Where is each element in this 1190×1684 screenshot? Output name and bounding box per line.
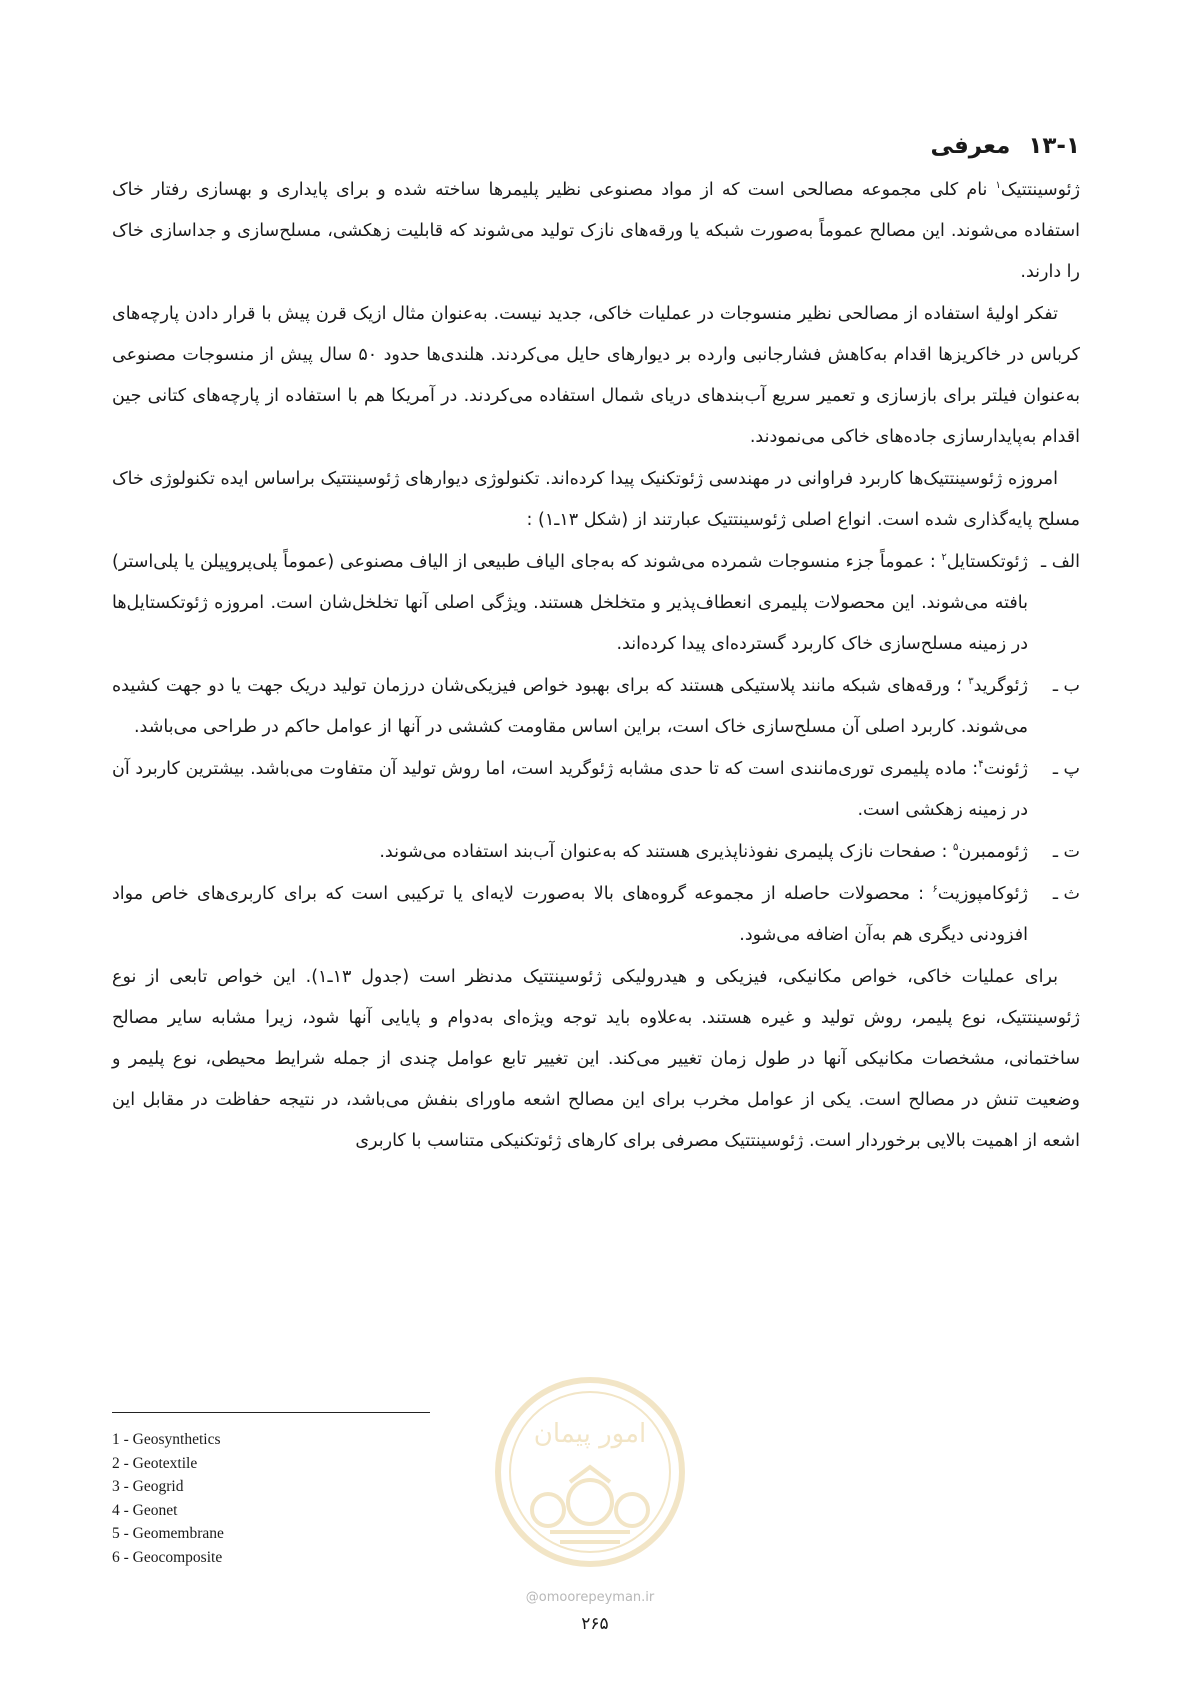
footnote-divider xyxy=(112,1412,430,1413)
list-marker: پ ـ xyxy=(1052,759,1080,779)
watermark-url: @omoorepeyman.ir xyxy=(525,1590,655,1605)
footnote-2: 2 - Geotextile xyxy=(112,1454,198,1472)
list-item-text: ژئوممبرن$^۵$ : صفحات نازک پلیمری نفوذناپذیری هستند که به‌عنوان آب‌بند استفاده می‌شوند. xyxy=(379,842,1028,862)
section-heading xyxy=(112,128,1080,164)
page-number: ۲۶۵ xyxy=(581,1614,609,1634)
list-item-geomembrane xyxy=(112,832,1080,873)
section-title: معرفی xyxy=(930,133,1011,159)
list-marker: الف ـ xyxy=(1041,552,1080,572)
list-marker: ت ـ xyxy=(1052,842,1080,862)
footnote-3: 3 - Geogrid xyxy=(112,1478,184,1495)
list-item-geocomposite xyxy=(112,874,1080,956)
page-body xyxy=(112,128,1080,1163)
footnote-1: 1 - Geosynthetics xyxy=(112,1431,221,1448)
list-item-text: ژئوگرید$^۳$ ؛ ورقه‌های شبکه مانند پلاستیکی هستند که برای بهبود خواص فیزیکی‌شان درزمان تولید دریک جهت یا دو جهت کشیده می‌شوند. کاربرد اصلی آن مسلح‌سازی خاک است، براین اساس مقاومت کششی در آنها از عوامل حاکم در طراحی می‌باشد. xyxy=(112,676,1028,737)
paragraph-4: برای عملیات خاکی، خواص مکانیکی، فیزیکی و هیدرولیکی ژئوسینتتیک مدنظر است (جدول ۱۳ـ۱). این خواص تابعی از نوع ژئوسینتتیک، نوع پلیمر، روش تولید و غیره هستند. به‌علاوه باید توجه ویژه‌ای به‌دوام و پایایی آنها شود، زیرا مشابه سایر مصالح ساختمانی، مشخصات مکانیکی آنها در طول زمان تغییر می‌کند. این تغییر تابع عوامل چندی از جمله شرایط محیطی، نوع پلیمر و وضعیت تنش در مصالح است. یکی از عوامل مخرب برای این مصالح اشعه ماورای بنفش می‌باشد، در نتیجه حفاظت در مقابل این اشعه از اهمیت بالایی برخوردار است. ژئوسینتتیک مصرفی برای کارهای ژئوتکنیکی متناسب با کاربری xyxy=(112,967,1080,1151)
watermark-logo-icon xyxy=(490,1372,690,1572)
list-item-geogrid xyxy=(112,666,1080,748)
list-item-geonet xyxy=(112,749,1080,831)
paragraph-2: تفکر اولیهٔ استفاده از مصالحی نظیر منسوجات در عملیات خاکی، جدید نیست. به‌عنوان مثال ازیک قرن پیش با قرار دادن پارچه‌های کرباس در خاکریزها اقدام به‌کاهش فشارجانبی وارده بر دیوارهای حایل می‌کردند. هلندی‌ها حدود ۵۰ سال پیش از منسوجات مصنوعی به‌عنوان فیلتر برای بازسازی و تعمیر سریع آب‌بندهای دریای شمال استفاده می‌کردند. در آمریکا هم با استفاده از پارچه‌های کتانی جین اقدام به‌پایدارسازی جاده‌های خاکی می‌نمودند. xyxy=(112,304,1081,447)
paragraph-3: امروزه ژئوسینتتیک‌ها کاربرد فراوانی در مهندسی ژئوتکنیک پیدا کرده‌اند. تکنولوژی دیوارهای ژئوسینتتیک براساس ایده تکنولوژی خاک مسلح پایه‌گذاری شده است. انواع اصلی ژئوسینتتیک عبارتند از (شکل ۱۳ـ۱) : xyxy=(112,469,1080,530)
list-marker: ب ـ xyxy=(1052,676,1080,696)
footnote-6: 6 - Geocomposite xyxy=(112,1548,223,1566)
footnotes xyxy=(112,1428,512,1569)
paragraph-1: ژئوسینتتیک$^۱$ نام کلی مجموعه مصالحی است که از مواد مصنوعی نظیر پلیمرها ساخته شده و برای پایداری و بهسازی رفتار خاک استفاده می‌شوند. این مصالح عموماً به‌صورت شبکه یا ورقه‌های نازک تولید می‌شوند که قابلیت زهکشی، مسلح‌سازی و جداسازی خاک را دارند. xyxy=(112,180,1080,282)
list-item-text: ژئوکامپوزیت$^۶$ : محصولات حاصله از مجموعه گروه‌های بالا به‌صورت لایه‌ای یا ترکیبی است که برای کاربری‌های خاص مواد افزودنی دیگری هم به‌آن اضافه می‌شود. xyxy=(112,884,1028,945)
footnote-5: 5 - Geomembrane xyxy=(112,1525,224,1542)
list-item-geotextile xyxy=(112,542,1080,665)
list-item-text: ژئوتکستایل$^۲$ : عموماً جزء منسوجات شمرده می‌شوند که به‌جای الیاف طبیعی از الیاف مصنوعی (عموماً پلی‌پروپیلن یا پلی‌استر) بافته می‌شوند. این محصولات پلیمری انعطاف‌پذیر و متخلخل هستند. ویژگی اصلی آنها تخلخل‌شان است. امروزه ژئوتکستایل‌ها در زمینه مسلح‌سازی خاک کاربرد گسترده‌ای پیدا کرده‌اند. xyxy=(112,552,1028,654)
section-number: ۱۳-۱ xyxy=(1028,133,1080,159)
list-marker: ث ـ xyxy=(1052,884,1080,904)
list-item-text: ژئونت$^۴$: ماده پلیمری توری‌مانندی است که تا حدی مشابه ژئوگرید است، اما روش تولید آن متفاوت می‌باشد. بیشترین کاربرد آن در زمینه زهکشی است. xyxy=(112,759,1028,820)
footnote-4: 4 - Geonet xyxy=(112,1501,178,1519)
watermark-logo-text: امور پیمان xyxy=(533,1419,647,1449)
